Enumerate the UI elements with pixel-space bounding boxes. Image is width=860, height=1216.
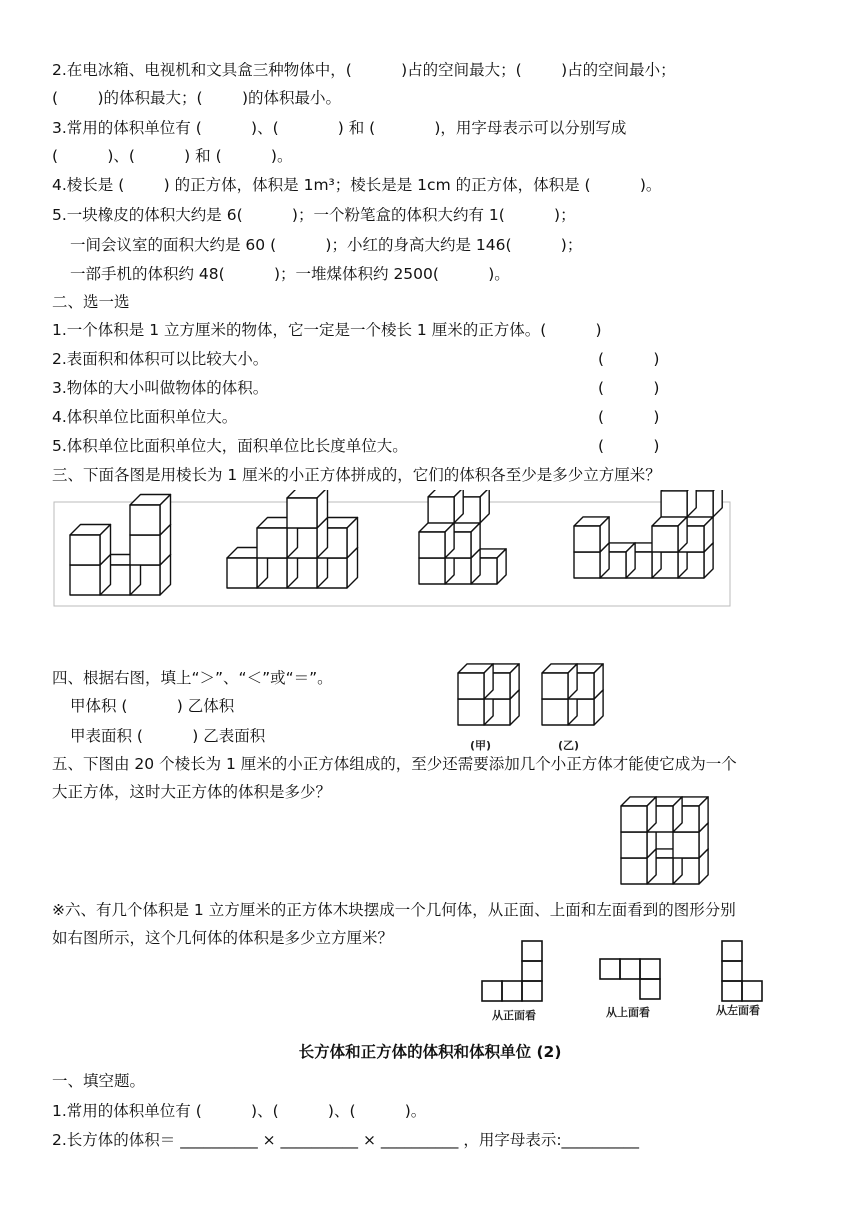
- q-fill-5-line1: 5.一块橡皮的体积大约是 6( )；一个粉笔盒的体积大约有 1( )；: [52, 206, 576, 224]
- fill-heading: 一、填空题。: [52, 1072, 146, 1090]
- cube-figure-3: [419, 490, 506, 584]
- top-view: [600, 959, 660, 999]
- q-fill-4: 4.棱长是 ( ) 的正方体，体积是 1m³；棱长是是 1cm 的正方体，体积是 ( )。: [52, 176, 662, 194]
- top-view-label: 从上面看: [606, 1006, 650, 1019]
- q-fill-3-line1: 3.常用的体积单位有 ( )、( ) 和 ( )，用字母表示可以分别写成: [52, 119, 627, 137]
- choose-3-bracket: ( ): [598, 379, 660, 397]
- q-choose-5: 5.体积单位比面积单位大，面积单位比长度单位大。: [52, 437, 408, 455]
- cube-figure-2: [227, 490, 358, 588]
- choose-5-bracket: ( ): [598, 437, 660, 455]
- hollow-cube-figure: [615, 788, 735, 888]
- section-2-title: 长方体和正方体的体积和体积单位 (2): [298, 1043, 562, 1061]
- jia-cube: [458, 664, 519, 725]
- cube-figures-section3: [52, 490, 732, 610]
- yi-label: (乙): [558, 739, 580, 752]
- q-choose-3: 3.物体的大小叫做物体的体积。: [52, 379, 269, 397]
- q-choose-1: 1.一个体积是 1 立方厘米的物体，它一定是一个棱长 1 厘米的正方体。( ): [52, 321, 602, 339]
- q-fill-5-line3: 一部手机的体积约 48( )；一堆煤体积约 2500( )。: [70, 265, 510, 283]
- q-fill-5-line2: 一间会议室的面积大约是 60 ( )；小红的身高大约是 146( )；: [70, 236, 583, 254]
- fill-1: 1.常用的体积单位有 ( )、( )、( )。: [52, 1102, 427, 1120]
- section-choose-heading: 二、选一选: [52, 293, 130, 311]
- section-5-line1: 五、下图由 20 个棱长为 1 厘米的小正方体组成的，至少还需要添加几个小正方体才能使它成为一个: [52, 755, 737, 773]
- three-views-figure: [470, 935, 770, 1005]
- front-view: [482, 941, 542, 1001]
- front-view-label: 从正面看: [492, 1009, 536, 1022]
- q-choose-4: 4.体积单位比面积单位大。: [52, 408, 238, 426]
- section-4-heading: 四、根据右图，填上“＞”、“＜”或“＝”。: [52, 669, 333, 687]
- q-choose-2: 2.表面积和体积可以比较大小。: [52, 350, 269, 368]
- q4-volume-compare: 甲体积 ( ) 乙体积: [70, 697, 235, 715]
- cube-figure-1: [70, 495, 171, 596]
- section-6-line2: 如右图所示，这个几何体的体积是多少立方厘米？: [52, 929, 394, 947]
- section-5-line2: 大正方体，这时大正方体的体积是多少？: [52, 783, 332, 801]
- q4-surface-compare: 甲表面积 ( ) 乙表面积: [70, 727, 266, 745]
- q-fill-2-line2: ( )的体积最大；( )的体积最小。: [52, 89, 342, 107]
- q-fill-2-line1: 2.在电冰箱、电视机和文具盒三种物体中，( )占的空间最大；( )占的空间最小；: [52, 61, 676, 79]
- yi-cube: [542, 664, 603, 725]
- jia-label: (甲): [470, 739, 492, 752]
- jia-yi-figures: [450, 655, 620, 735]
- choose-2-bracket: ( ): [598, 350, 660, 368]
- fill-2: 2.长方体的体积＝ __________ × __________ × __________ ，用字母表示:__________: [52, 1131, 640, 1149]
- section-3-heading: 三、下面各图是用棱长为 1 厘米的小正方体拼成的，它们的体积各至少是多少立方厘米？: [52, 466, 661, 484]
- left-view: [722, 941, 762, 1001]
- left-view-label: 从左面看: [716, 1004, 760, 1017]
- choose-4-bracket: ( ): [598, 408, 660, 426]
- q-fill-3-line2: ( )、( ) 和 ( )。: [52, 147, 293, 165]
- cube-figure-4: [574, 490, 722, 578]
- section-6-line1: ※六、有几个体积是 1 立方厘米的正方体木块摆成一个几何体，从正面、上面和左面看到的图形分别: [52, 901, 736, 919]
